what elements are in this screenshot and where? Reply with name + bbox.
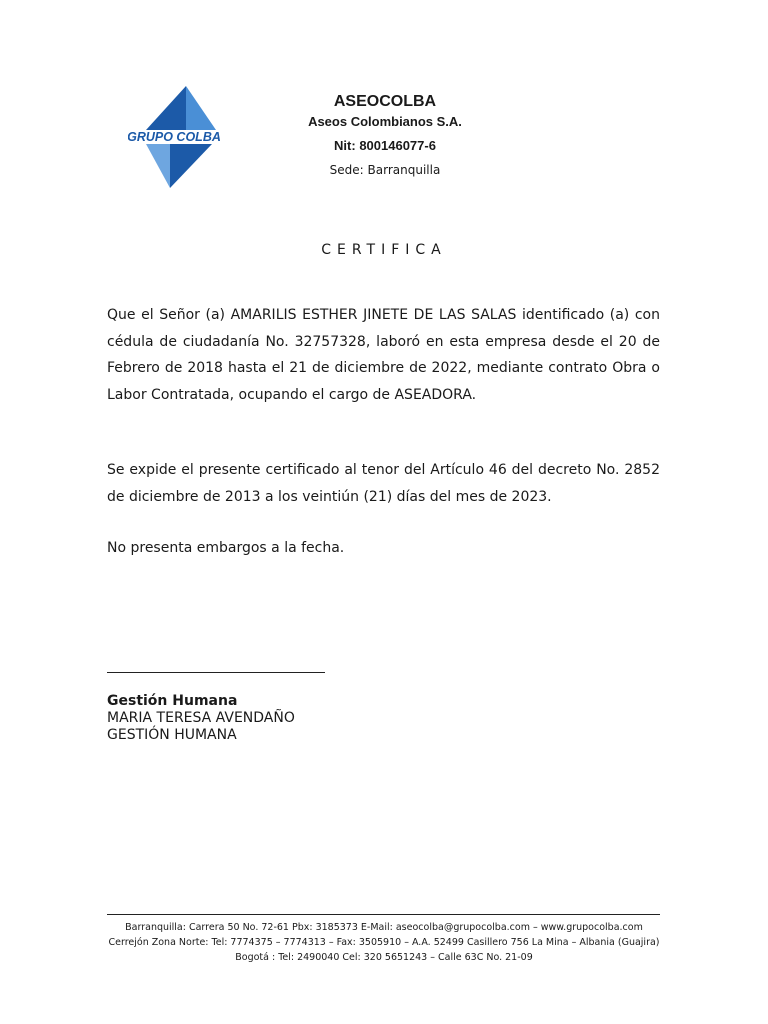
certification-paragraph: Que el Señor (a) AMARILIS ESTHER JINETE DE LAS SALAS identificado (a) con cédula de ciudadanía No. 32757328, laboró en esta empresa desde el 20 de Febrero de 2018 hasta el 21 de diciembre de 2022, mediante contrato Obra o Labor Contratada, ocupando el cargo de ASEADORA.	[107, 307, 660, 403]
signature-department: Gestión Humana	[107, 693, 238, 709]
company-name: ASEOCOLBA	[333, 93, 437, 110]
company-logo	[128, 86, 220, 188]
footer-line-cerrejon: Cerrejón Zona Norte: Tel: 7774375 – 7774313 – Fax: 3505910 – A.A. 52499 Casillero 756 La Mina – Albania (Guajira)	[108, 937, 660, 948]
footer-line-barranquilla: Barranquilla: Carrera 50 No. 72-61 Pbx: 3185373 E-Mail: aseocolba@grupocolba.com – www.grupocolba.com	[125, 922, 643, 933]
signature-line	[107, 672, 325, 673]
footer-contact	[0, 920, 768, 965]
logo-text: GRUPO COLBA	[128, 130, 220, 144]
document-title: CERTIFICA	[321, 242, 447, 258]
company-full-name: Aseos Colombianos S.A.	[308, 114, 462, 129]
signatory-role: GESTIÓN HUMANA	[107, 727, 237, 743]
footer-line-bogota: Bogotá : Tel: 2490040 Cel: 320 5651243 – Calle 63C No. 21-09	[235, 952, 533, 963]
company-nit: Nit: 800146077-6	[334, 138, 436, 153]
logo-diamond-icon	[128, 86, 220, 188]
letterhead	[270, 92, 500, 178]
issuance-paragraph: Se expide el presente certificado al tenor del Artículo 46 del decreto No. 2852 de diciembre de 2013 a los veintiún (21) días del mes de 2023.	[107, 462, 660, 505]
signature-block	[107, 693, 295, 744]
company-sede: Sede: Barranquilla	[329, 163, 441, 177]
embargo-paragraph: No presenta embargos a la fecha.	[107, 540, 345, 556]
footer-divider	[107, 914, 660, 915]
signatory-name: MARIA TERESA AVENDAÑO	[107, 710, 295, 726]
